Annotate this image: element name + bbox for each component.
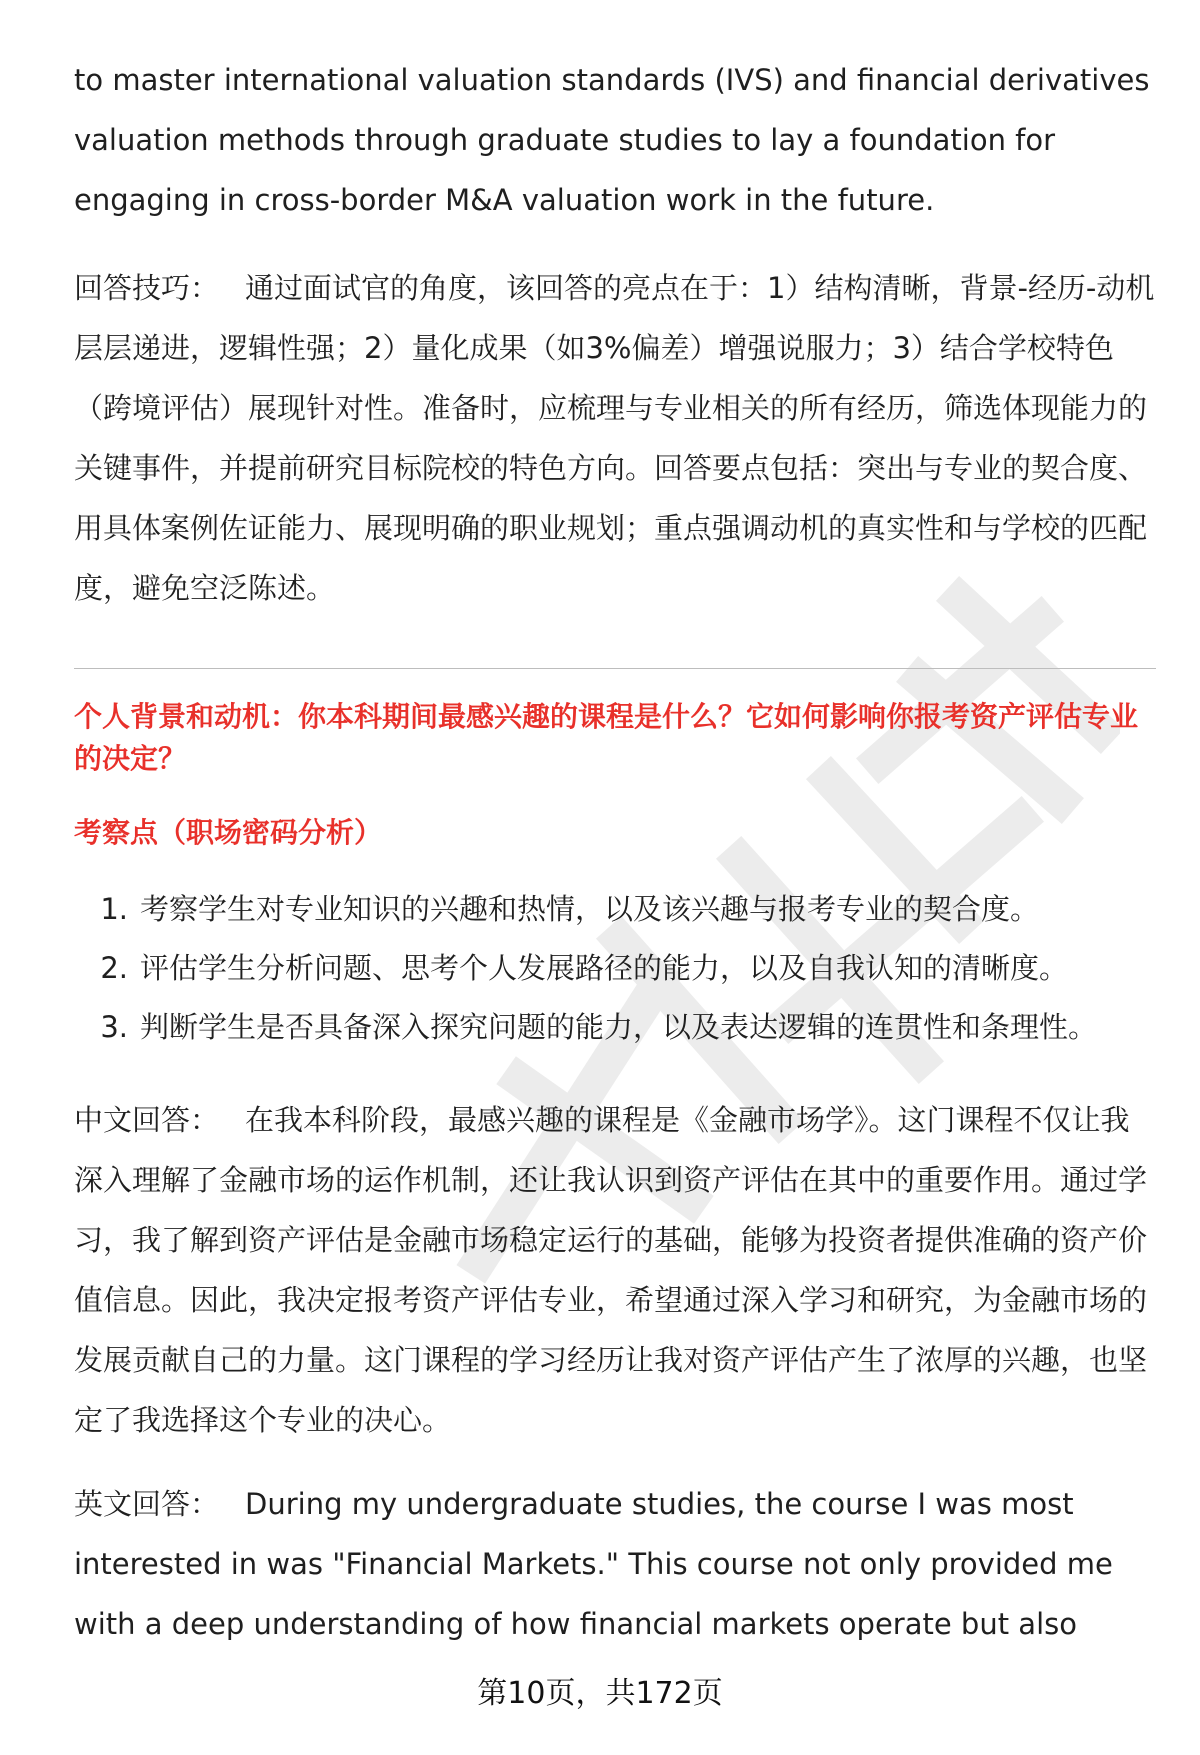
list-item: [74, 939, 1156, 998]
list-item: [74, 880, 1156, 939]
assessment-heading: 考察点（职场密码分析）: [74, 816, 383, 849]
english-answer-text: During my undergraduate studies, the course I was most interested in was "Financial Markets." This course not only provided me with a deep understanding of how financial markets operate but also: [74, 1487, 1113, 1641]
answer-tips-paragraph: [74, 258, 1156, 618]
chinese-answer-label: 中文回答：: [74, 1103, 220, 1137]
assessment-list: [74, 880, 1156, 1057]
list-item-number: 1.: [100, 892, 128, 926]
section-divider: [74, 668, 1156, 669]
page-footer: 第10页，共172页: [477, 1676, 723, 1711]
list-item-number: 3.: [100, 1010, 128, 1044]
answer-tips-text: 通过面试官的角度，该回答的亮点在于：1）结构清晰，背景-经历-动机层层递进，逻辑性强；2）量化成果（如3%偏差）增强说服力；3）结合学校特色（跨境评估）展现针对性。准备时，应梳理与专业相关的所有经历，筛选体现能力的关键事件，并提前研究目标院校的特色方向。回答要点包括：突出与专业的契合度、用具体案例佐证能力、展现明确的职业规划；重点强调动机的真实性和与学校的匹配度，避免空泛陈述。: [74, 271, 1155, 605]
chinese-answer-paragraph: [74, 1090, 1156, 1450]
answer-tips-label: 回答技巧：: [74, 271, 220, 305]
list-item-text: 判断学生是否具备深入探究问题的能力，以及表达逻辑的连贯性和条理性。: [140, 1010, 1098, 1044]
list-item-number: 2.: [100, 951, 128, 985]
english-answer-paragraph: [74, 1474, 1156, 1654]
english-answer-label: 英文回答：: [74, 1487, 220, 1521]
list-item-text: 评估学生分析问题、思考个人发展路径的能力，以及自我认知的清晰度。: [140, 951, 1069, 985]
chinese-answer-text: 在我本科阶段，最感兴趣的课程是《金融市场学》。这门课程不仅让我深入理解了金融市场的运作机制，还让我认识到资产评估在其中的重要作用。通过学习，我了解到资产评估是金融市场稳定运行的基础，能够为投资者提供准确的资产价值信息。因此，我决定报考资产评估专业，希望通过深入学习和研究，为金融市场的发展贡献自己的力量。这门课程的学习经历让我对资产评估产生了浓厚的兴趣，也坚定了我选择这个专业的决心。: [74, 1103, 1148, 1437]
intro-paragraph: to master international valuation standards (IVS) and financial derivatives valuation methods through graduate studies to lay a foundation for engaging in cross-border M&A valuation work in the future.: [74, 63, 1150, 217]
list-item: [74, 998, 1156, 1057]
question-heading: 个人背景和动机：你本科期间最感兴趣的课程是什么？它如何影响你报考资产评估专业的决定？: [74, 700, 1139, 775]
list-item-text: 考察学生对专业知识的兴趣和热情，以及该兴趣与报考专业的契合度。: [140, 892, 1040, 926]
